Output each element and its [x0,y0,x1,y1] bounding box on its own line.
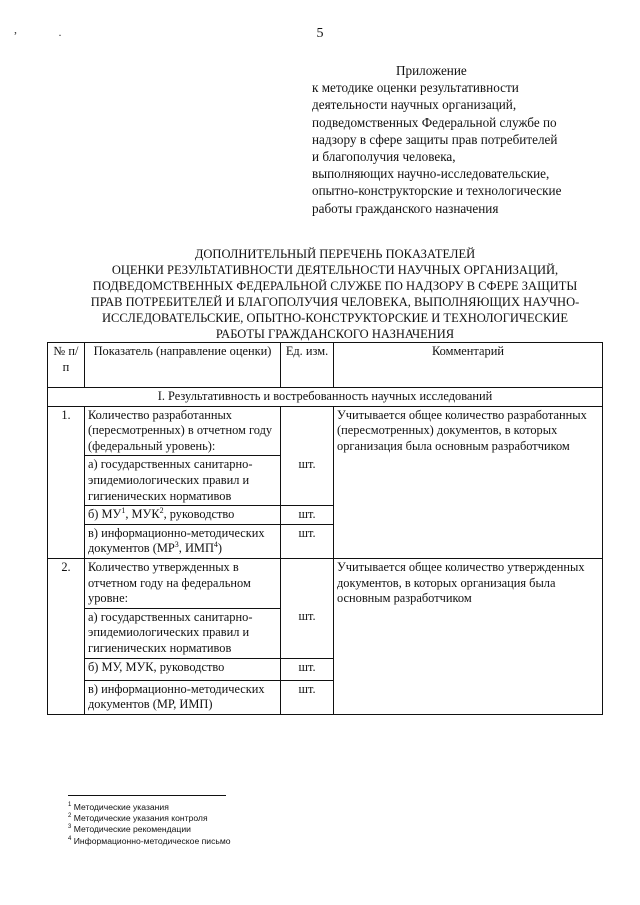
indicator-text: ) [217,541,223,556]
footnote-ref: 3 [174,540,179,550]
footnote-number: 3 [68,824,72,831]
comment-cell: Учитывается общее количество утвержденных документов, в которых организация была основным разработчиком [334,558,603,714]
indicator-text: , ИМП [178,541,214,556]
document-title [40,246,630,343]
footnote-ref: 4 [213,540,218,550]
footnote [68,802,231,813]
row-number: 1. [48,406,85,558]
title-line: ОЦЕНКИ РЕЗУЛЬТАТИВНОСТИ ДЕЯТЕЛЬНОСТИ НАУЧНЫХ ОРГАНИЗАЦИЙ, [111,263,559,278]
appendix-block [312,62,634,217]
title-line: ПРАВ ПОТРЕБИТЕЛЕЙ И БЛАГОПОЛУЧИЯ ЧЕЛОВЕКА, ВЫПОЛНЯЮЩИХ НАУЧНО- [90,295,580,310]
indicator-text: , руководство [163,507,235,522]
footnote-number: 4 [68,835,72,842]
unit-cell: шт. [281,608,334,658]
scan-mark: · [58,28,62,42]
footnote-ref: 2 [159,506,164,516]
page-number: 5 [316,26,324,41]
unit-cell: шт. [281,524,334,558]
indicator-cell: б) МУ, МУК, руководство [85,658,281,680]
footnote [68,824,231,835]
indicator-cell: а) государственных санитарно-эпидемиологических правил и гигиенических нормативов [85,608,281,658]
indicator-text: б) МУ [88,507,122,522]
title-line: РАБОТЫ ГРАЖДАНСКОГО НАЗНАЧЕНИЯ [215,327,455,342]
indicator-text: , МУК [125,507,160,522]
title-line: ИССЛЕДОВАТЕЛЬСКИЕ, ОПЫТНО-КОНСТРУКТОРСКИЕ И ТЕХНОЛОГИЧЕСКИЕ [101,311,569,326]
indicator-cell: Количество утвержденных в отчетном году на федеральном уровне: [85,558,281,608]
footnote-text: Методические рекомендации [73,824,191,835]
footnote [68,836,231,847]
header-number: № п/п [48,343,85,388]
section-row [48,388,603,407]
header-comment: Комментарий [334,343,603,388]
section-title: I. Результативность и востребованность научных исследований [48,388,603,407]
unit-cell: шт. [281,456,334,506]
appendix-line: подведомственных Федеральной службе по [312,114,557,130]
appendix-line: опытно-конструкторские и технологические [312,183,562,199]
appendix-line: надзору в сфере защиты прав потребителей [312,131,558,147]
indicator-cell [85,506,281,525]
appendix-line: к методике оценки результативности [312,80,519,96]
unit-cell [281,558,334,608]
table-row [48,558,603,608]
unit-cell: шт. [281,658,334,680]
title-line: ДОПОЛНИТЕЛЬНЫЙ ПЕРЕЧЕНЬ ПОКАЗАТЕЛЕЙ [194,247,476,261]
appendix-line: выполняющих научно-исследовательские, [312,166,550,182]
unit-cell [281,406,334,456]
appendix-heading: Приложение [396,63,467,78]
appendix-line: деятельности научных организаций, [312,97,517,113]
footnote-text: Методические указания [73,802,169,812]
footnote-ref: 1 [121,506,126,516]
header-unit: Ед. изм. [281,343,334,388]
row-number: 2. [48,558,85,714]
indicator-cell: в) информационно-методических документов (МР, ИМП) [85,680,281,714]
footnote-text: Информационно-методическое письмо [73,835,231,846]
footnote-number: 2 [68,813,72,820]
unit-cell: шт. [281,506,334,525]
footnotes [68,802,231,847]
indicators-table [47,342,603,715]
table-row [48,406,603,456]
appendix-line: и благополучия человека, [312,149,456,165]
scan-mark: , [14,22,17,36]
footnote [68,813,231,824]
footnote-number: 1 [68,802,72,809]
unit-cell: шт. [281,680,334,714]
appendix-line: работы гражданского назначения [312,200,499,216]
footnote-divider [68,795,226,796]
indicator-cell [85,524,281,558]
indicator-cell: Количество разработанных (пересмотренных) в отчетном году (федеральный уровень): [85,406,281,456]
header-indicator: Показатель (направление оценки) [85,343,281,388]
footnote-text: Методические указания контроля [73,813,208,824]
indicator-cell: а) государственных санитарно-эпидемиологических правил и гигиенических нормативов [85,456,281,506]
table-header-row [48,343,603,388]
comment-cell: Учитывается общее количество разработанных (пересмотренных) документов, в которых организация была основным разработчиком [334,406,603,558]
indicator-text: в) информационно-методических документов (МР [88,525,265,556]
title-line: ПОДВЕДОМСТВЕННЫХ ФЕДЕРАЛЬНОЙ СЛУЖБЕ ПО НАДЗОРУ В СФЕРЕ ЗАЩИТЫ [92,279,578,294]
